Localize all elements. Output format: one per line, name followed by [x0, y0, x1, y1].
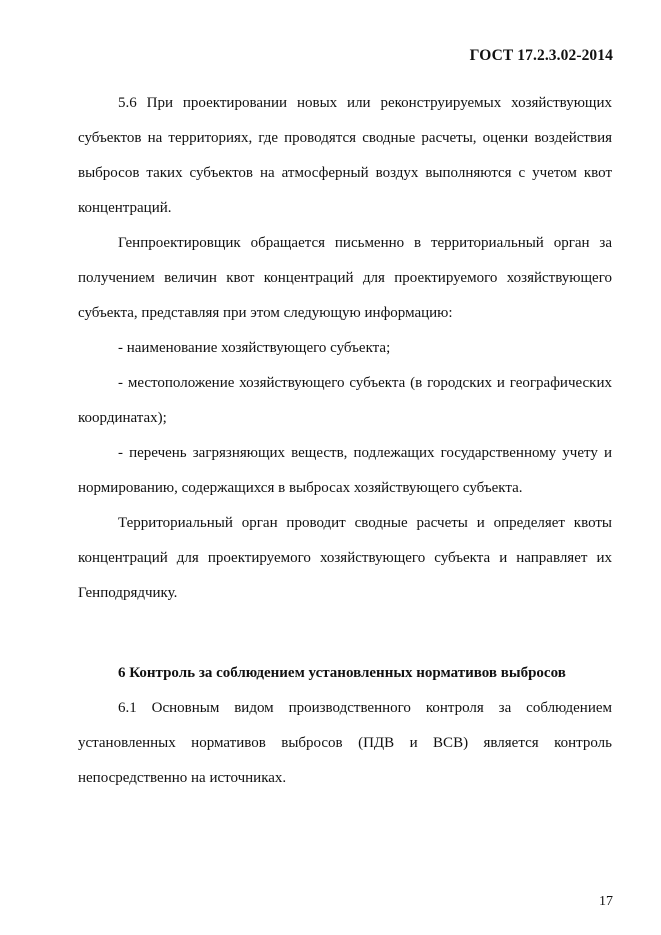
paragraph-general-designer: Генпроектировщик обращается письменно в территориальный орган за получением величин квот концентраций для проектируемого хозяйствующего субъекта, представляя при этом следующую информацию: — [78, 235, 612, 321]
section-6-heading: 6 Контроль за соблюдением установленных нормативов выбросов — [118, 665, 566, 681]
list-item-pollutants: - перечень загрязняющих веществ, подлежащих государственному учету и нормированию, содержащихся в выбросах хозяйствующего субъекта. — [78, 445, 612, 496]
page-number: 17 — [599, 894, 613, 909]
paragraph-territorial-body: Территориальный орган проводит сводные расчеты и определяет квоты концентраций для проектируемого хозяйствующего субъекта и направляет их Генподрядчику. — [78, 515, 612, 601]
paragraph-5-6: 5.6 При проектировании новых или реконструируемых хозяйствующих субъектов на территориях, где проводятся сводные расчеты, оценки воздействия выбросов таких субъектов на атмосферный воздух выполняются с учетом квот концентраций. — [78, 95, 612, 216]
list-item-location: - местоположение хозяйствующего субъекта (в городских и географических координатах); — [78, 375, 612, 426]
standard-code-header: ГОСТ 17.2.3.02-2014 — [469, 47, 613, 64]
paragraph-6-1: 6.1 Основным видом производственного контроля за соблюдением установленных нормативов выбросов (ПДВ и ВСВ) является контроль непосредственно на источниках. — [78, 700, 612, 786]
document-body — [78, 86, 612, 796]
list-item-subject-name: - наименование хозяйствующего субъекта; — [118, 340, 391, 356]
section-spacer — [78, 611, 612, 656]
